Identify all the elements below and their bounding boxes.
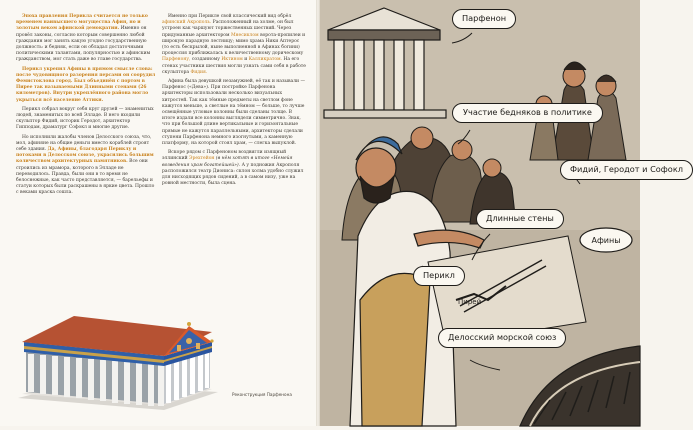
paragraph	[16, 67, 156, 104]
highlight-text: Фидия.	[190, 69, 208, 75]
highlight-text: афинский Акрополь.	[162, 20, 212, 26]
body-text: и	[244, 57, 248, 63]
body-text: Перикл собрал вокруг себя круг друзей — знаменитых людей, знаменитых по всей Элладе. В него входили скульптор Фидий, историк Геродот, архитектор Гипподам, драматург Софокл и многие другие.	[16, 106, 154, 131]
paragraph	[162, 150, 306, 187]
highlight-text: Иктином	[221, 57, 243, 63]
highlight-text: Калликратом.	[248, 57, 283, 63]
text-column-2	[162, 14, 306, 190]
parthenon-reconstruction-image	[14, 312, 219, 412]
pericles-label: Перикл	[413, 266, 465, 286]
paragraph	[162, 14, 306, 76]
highlight-text: Эрехтейон	[189, 156, 215, 162]
map-label-piraeus: Пирей	[458, 298, 482, 306]
highlight-text: Мнесиклом	[230, 32, 259, 38]
body-text: Вскоре рядом с Парфеноном воздвигли изящный эллинский	[162, 150, 287, 162]
athens-marker	[580, 228, 632, 252]
body-text: А у подножия Акрополя расположился театр Диониса: склон холма удобно служил для нисходящих рядов сидений, а в самом низу, уже на ровной местности, была сцена.	[162, 162, 304, 187]
italic-text: (в нём хотят в итоге «Немейя возведения храм богатейшей»).	[162, 156, 293, 168]
highlight-text: Эпоха правления Перикла считается не только временем наивысшего могущества Афин, но и золотым веком афинской демократии.	[16, 14, 148, 32]
paragraph	[16, 135, 156, 197]
highlight-text: Парфенону,	[162, 57, 191, 63]
body-text: Расположенный на холме, он был устроен как чаршуют торжественных шествий. Через придуманные архитектором	[162, 20, 294, 38]
parthenon-label: Парфенон	[452, 9, 516, 29]
illustration-page	[320, 0, 683, 426]
poor-participation-label: Участие бедняков в политике	[452, 103, 603, 123]
body-text: Афина была девушкой незамужней, её так и называли — Парфенос («Дева»). При постройке Парфенона архитекторы использовали несколько визуальных хитростей. Так как тёмные предметы на светлом фоне кажутся меньше, а светлые на тёмном — больше, то лучше освещённые угловые колонны были сделаны толще. В итоге издали все колонны выглядели симметрично. Знак, что при большой длине вертикальные и горизонтальные прямые не кажутся параллельными, архитекторы сделали ступени Парфенона немного изогнутыми, а каменную платформу, на которой стоял храм, — слегка выпуклой.	[162, 79, 305, 147]
text-column-1	[16, 14, 156, 200]
body-text: На его стенах участники шествия могли узнать сами себя в работе скульптора	[162, 57, 306, 75]
delian-league-label: Делосский морской союз	[438, 328, 566, 348]
long-walls-label: Длинные стены	[476, 209, 564, 229]
body-text: Но исполнили жалобы членов Делосского союза, что, мол, афиняне на общие деньги вместо кораблей строят себе здания.	[16, 134, 152, 153]
body-text: Именно он провёл законы, согласно которым совершенно любой гражданин мог занять какую угодно государственную должность: и бедняк, если он обладал достаточными политическими талантами, популярностью и афинским гражданством, мог стать даже во главе государства.	[16, 26, 151, 63]
body-text: созданному	[191, 57, 220, 63]
paragraph	[16, 14, 156, 64]
body-text: Все они строились из мрамора, которого в Элладе не переводилось. Правда, были они в то время не белоснежные, как часто представляется, — барельефы и статуи которых были раскрашены в яркие цвета. Прошло с веками краска сошла.	[16, 159, 155, 196]
body-text: ворота-пропилеи и широкую парадную лестницу; мимо храма Ники Аптерос (то есть бескрылой, ныне выполненной в Афинах богини) процессия приближалась к величественному дорическому	[162, 32, 306, 57]
athens-label: Афины	[591, 236, 621, 245]
paragraph	[162, 79, 306, 147]
highlight-text: Перикл укрепил Афины в прямом смысле слова: после чудовищного разорения персами он соорудил Фемистоклова город. Был объединён с портом в Пирее так называемыми Длинными стенами (26 километров). Внутри укреплённого района могло укрыться всё население Аттики.	[16, 66, 156, 103]
phidias-herodotus-sophocles-label: Фидий, Геродот и Софокл	[560, 160, 693, 180]
image-caption: Реконструкция Парфенона	[232, 392, 292, 397]
left-page	[0, 0, 316, 426]
body-text: Именно при Перикле свой классический вид обрёл	[168, 14, 292, 19]
paragraph	[16, 107, 156, 132]
highlight-text: Да, Афины, благодаря Периклу и потоками в Делосском союзе, украсились большим количеством архитектурных памятников.	[16, 147, 154, 165]
